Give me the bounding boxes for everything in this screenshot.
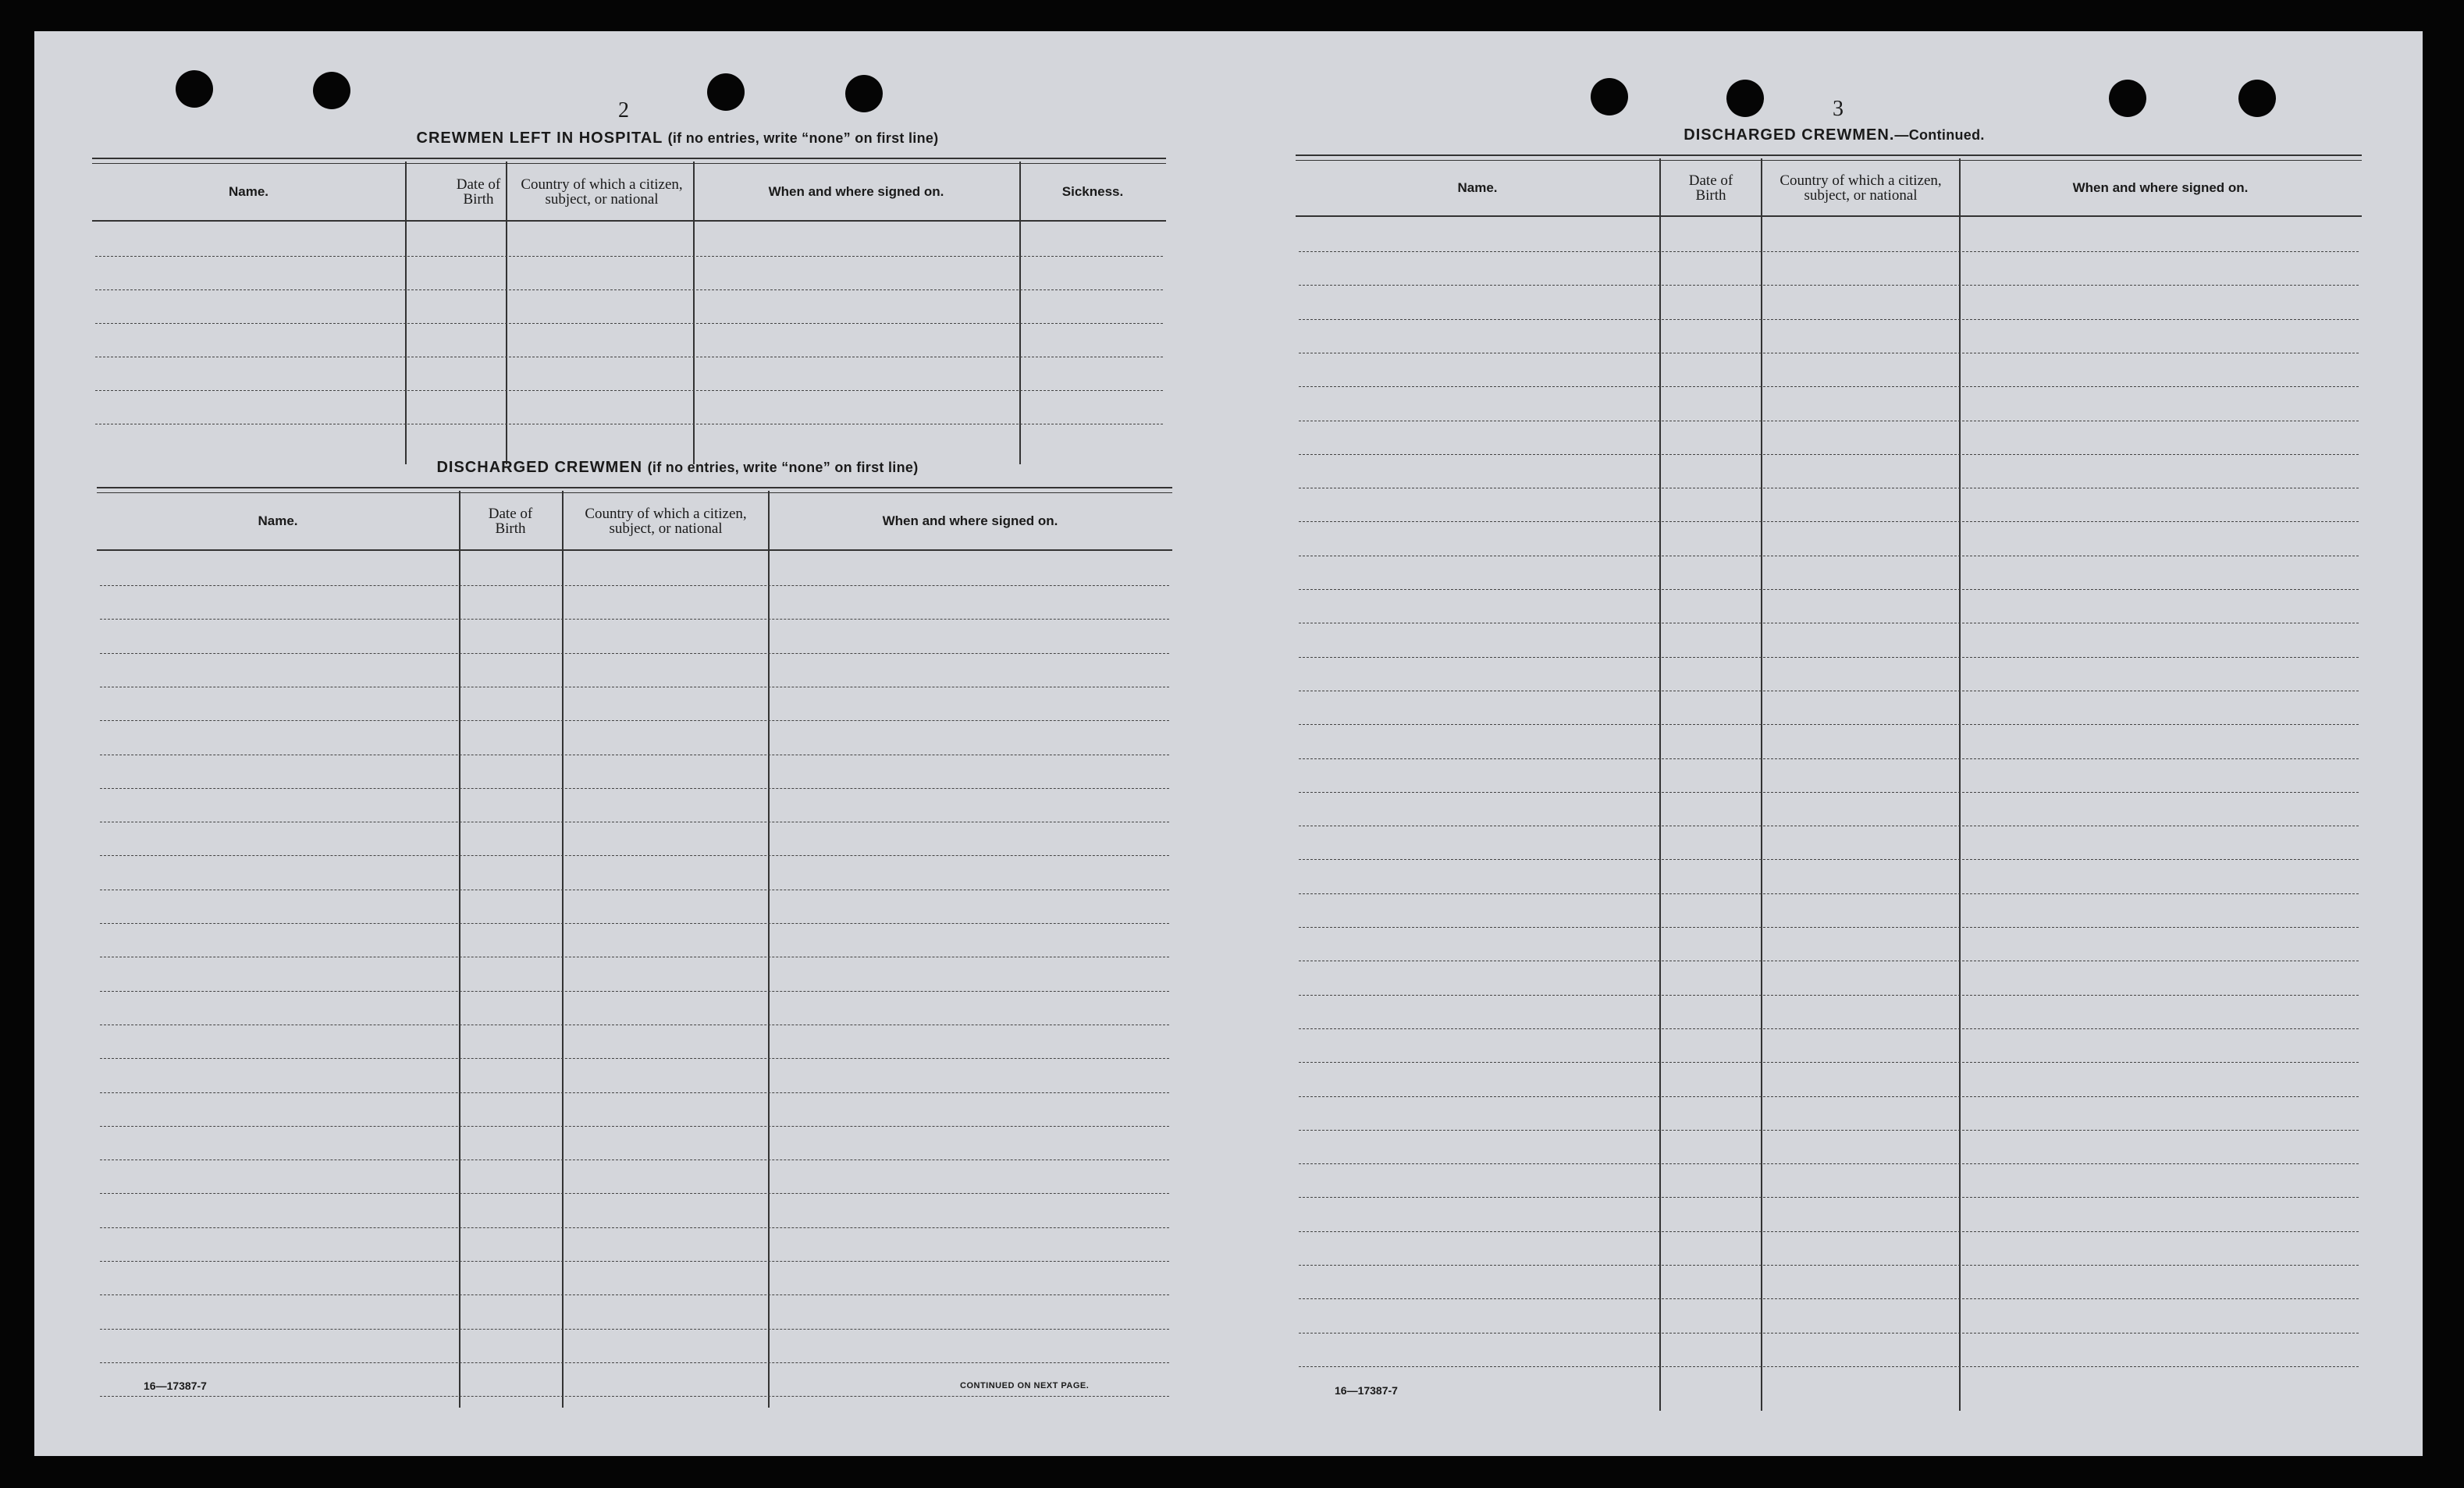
col-header-date-of-birth: Date of Birth <box>1688 172 1733 204</box>
blank-entry-line <box>1299 1163 2359 1164</box>
blank-entry-line <box>100 788 1169 789</box>
blank-entry-line <box>1299 893 2359 894</box>
hospital-table <box>92 158 1166 468</box>
col-header-date-of-birth: Date of Birth <box>488 505 533 537</box>
blank-entry-line <box>1299 251 2359 252</box>
blank-entry-line <box>100 991 1169 992</box>
discharged-continued-title <box>1303 126 2365 144</box>
blank-entry-line <box>1299 1333 2359 1334</box>
blank-entry-line <box>1299 927 2359 928</box>
blank-entry-line <box>100 1058 1169 1059</box>
blank-entry-line <box>1299 589 2359 590</box>
blank-entry-line <box>1299 758 2359 759</box>
page-number: 2 <box>618 98 629 123</box>
blank-entry-line <box>95 289 1163 290</box>
blank-entry-line <box>95 256 1163 257</box>
right-page <box>1228 31 2423 1456</box>
blank-entry-line <box>1299 454 2359 455</box>
discharged-table <box>97 487 1172 1408</box>
blank-entry-line <box>1299 657 2359 658</box>
hospital-title-text: CREWMEN LEFT IN HOSPITAL <box>416 130 663 147</box>
col-header-sickness: Sickness. <box>1061 184 1124 199</box>
discharged-title-text: DISCHARGED CREWMEN <box>436 459 643 476</box>
col-header-date-of-birth: Date of Birth <box>456 176 501 208</box>
blank-entry-line <box>100 1092 1169 1093</box>
col-header-country: Country of which a citizen, subject, or national <box>585 505 747 537</box>
blank-entry-line <box>100 1261 1169 1262</box>
col-header-country: Country of which a citizen, subject, or national <box>521 176 683 208</box>
blank-entry-line <box>100 923 1169 924</box>
discharged-section-title <box>92 459 1263 477</box>
blank-entry-line <box>95 390 1163 391</box>
col-header-signed-on: When and where signed on. <box>882 513 1058 528</box>
blank-entry-line <box>1299 319 2359 320</box>
col-header-name: Name. <box>228 184 269 199</box>
col-header-name: Name. <box>258 513 298 528</box>
blank-entry-line <box>1299 1366 2359 1367</box>
discharged-title-instruction: (if no entries, write “none” on first line) <box>647 460 919 475</box>
hospital-section-title <box>92 130 1263 147</box>
blank-entry-line <box>1299 1130 2359 1131</box>
blank-entry-line <box>1299 792 2359 793</box>
blank-entry-line <box>1299 1096 2359 1097</box>
blank-entry-line <box>100 1329 1169 1330</box>
blank-entry-line <box>1299 859 2359 860</box>
blank-entry-line <box>100 1362 1169 1363</box>
blank-entry-line <box>1299 724 2359 725</box>
hospital-title-instruction: (if no entries, write “none” on first line) <box>667 130 939 146</box>
col-header-signed-on: When and where signed on. <box>768 184 944 199</box>
blank-entry-line <box>1299 1028 2359 1029</box>
discharged-continued-text: DISCHARGED CREWMEN. <box>1684 126 1895 144</box>
form-number: 16—17387-7 <box>144 1380 207 1392</box>
form-number: 16—17387-7 <box>1335 1384 1398 1397</box>
blank-entry-line <box>100 720 1169 721</box>
blank-entry-line <box>100 653 1169 654</box>
continued-note: CONTINUED ON NEXT PAGE. <box>960 1381 1090 1390</box>
blank-entry-line <box>1299 1298 2359 1299</box>
left-page <box>34 31 1228 1456</box>
blank-entry-line <box>100 1193 1169 1194</box>
blank-entry-line <box>95 323 1163 324</box>
blank-entry-line <box>1299 1197 2359 1198</box>
col-header-signed-on: When and where signed on. <box>2072 180 2249 195</box>
col-header-name: Name. <box>1457 180 1498 195</box>
blank-entry-line <box>100 585 1169 586</box>
blank-entry-line <box>1299 521 2359 522</box>
blank-entry-line <box>1299 285 2359 286</box>
blank-entry-line <box>100 1294 1169 1295</box>
blank-entry-line <box>100 619 1169 620</box>
blank-entry-line <box>1299 995 2359 996</box>
blank-entry-line <box>100 1396 1169 1397</box>
blank-entry-line <box>1299 1265 2359 1266</box>
blank-entry-line <box>100 1126 1169 1127</box>
blank-entry-line <box>100 1227 1169 1228</box>
col-header-country: Country of which a citizen, subject, or national <box>1780 172 1942 204</box>
discharged-continued-table <box>1296 154 2362 1412</box>
blank-entry-line <box>1299 1231 2359 1232</box>
document-sheet <box>34 31 2423 1456</box>
page-number: 3 <box>1833 97 1844 121</box>
blank-entry-line <box>1299 1062 2359 1063</box>
blank-entry-line <box>1299 386 2359 387</box>
continued-suffix: —Continued. <box>1894 127 1985 143</box>
blank-entry-line <box>100 855 1169 856</box>
